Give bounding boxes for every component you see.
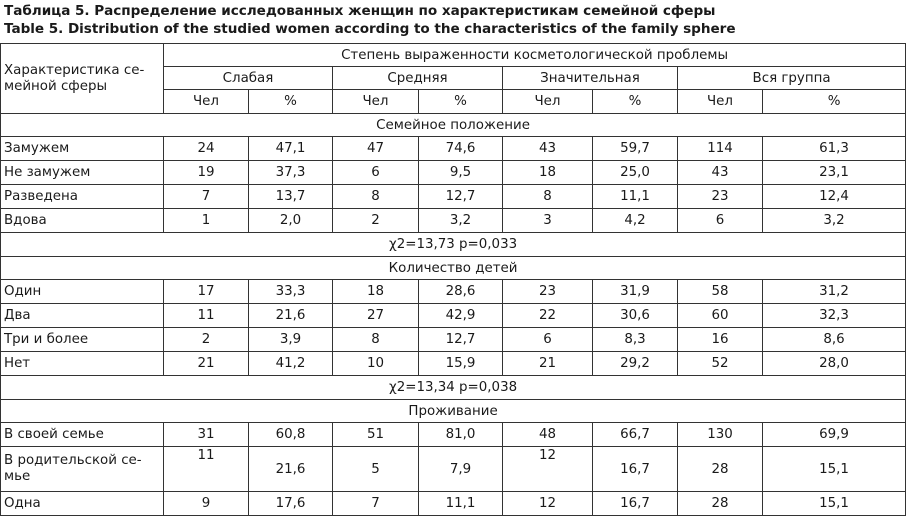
section-title: Проживание xyxy=(1,400,906,423)
table-row xyxy=(1,328,906,352)
group-header-all: Вся группа xyxy=(678,67,906,90)
row-label: Замужем xyxy=(1,137,164,161)
percent-cell: 12,7 xyxy=(419,328,503,352)
percent-cell: 81,0 xyxy=(419,423,503,447)
percent-cell: 16,7 xyxy=(593,447,678,492)
count-cell: 52 xyxy=(678,352,763,376)
percent-cell: 25,0 xyxy=(593,161,678,185)
percent-cell: 15,1 xyxy=(763,447,906,492)
percent-cell: 74,6 xyxy=(419,137,503,161)
count-cell: 114 xyxy=(678,137,763,161)
count-cell: 58 xyxy=(678,280,763,304)
count-cell: 24 xyxy=(164,137,249,161)
percent-header: % xyxy=(593,90,678,114)
count-cell: 27 xyxy=(333,304,419,328)
group-header-significant: Значительная xyxy=(503,67,678,90)
percent-cell: 12,7 xyxy=(419,185,503,209)
table-row xyxy=(1,447,906,492)
row-label: Одна xyxy=(1,492,164,516)
percent-cell: 21,6 xyxy=(249,304,333,328)
count-cell: 22 xyxy=(503,304,593,328)
count-cell: 11 xyxy=(164,304,249,328)
count-cell: 2 xyxy=(164,328,249,352)
percent-cell: 60,8 xyxy=(249,423,333,447)
percent-cell: 15,1 xyxy=(763,492,906,516)
percent-cell: 3,9 xyxy=(249,328,333,352)
percent-cell: 61,3 xyxy=(763,137,906,161)
count-cell: 130 xyxy=(678,423,763,447)
group-header-weak: Слабая xyxy=(164,67,333,90)
count-cell: 2 xyxy=(333,209,419,233)
count-cell: 43 xyxy=(678,161,763,185)
count-cell: 8 xyxy=(333,185,419,209)
percent-cell: 4,2 xyxy=(593,209,678,233)
row-label: В родительской семье xyxy=(1,447,164,492)
count-cell: 21 xyxy=(503,352,593,376)
table-row xyxy=(1,352,906,376)
count-cell: 9 xyxy=(164,492,249,516)
row-label: Два xyxy=(1,304,164,328)
percent-cell: 2,0 xyxy=(249,209,333,233)
section-title: Количество детей xyxy=(1,257,906,280)
count-cell: 12 xyxy=(503,447,593,492)
row-label: В своей семье xyxy=(1,423,164,447)
count-cell: 18 xyxy=(503,161,593,185)
count-cell: 16 xyxy=(678,328,763,352)
count-header: Чел xyxy=(333,90,419,114)
percent-cell: 31,9 xyxy=(593,280,678,304)
count-cell: 18 xyxy=(333,280,419,304)
row-label: Разведена xyxy=(1,185,164,209)
percent-cell: 3,2 xyxy=(419,209,503,233)
count-cell: 23 xyxy=(678,185,763,209)
count-cell: 8 xyxy=(503,185,593,209)
percent-cell: 37,3 xyxy=(249,161,333,185)
percent-cell: 59,7 xyxy=(593,137,678,161)
percent-header: % xyxy=(763,90,906,114)
table-row xyxy=(1,137,906,161)
severity-header: Степень выраженности косметологической проблемы xyxy=(164,44,906,67)
count-cell: 21 xyxy=(164,352,249,376)
count-cell: 10 xyxy=(333,352,419,376)
count-cell: 7 xyxy=(164,185,249,209)
percent-cell: 23,1 xyxy=(763,161,906,185)
percent-cell: 13,7 xyxy=(249,185,333,209)
count-header: Чел xyxy=(678,90,763,114)
count-header: Чел xyxy=(164,90,249,114)
percent-cell: 28,6 xyxy=(419,280,503,304)
count-cell: 11 xyxy=(164,447,249,492)
percent-cell: 17,6 xyxy=(249,492,333,516)
percent-cell: 31,2 xyxy=(763,280,906,304)
count-cell: 48 xyxy=(503,423,593,447)
table-row xyxy=(1,209,906,233)
table-row xyxy=(1,304,906,328)
percent-cell: 21,6 xyxy=(249,447,333,492)
table-row xyxy=(1,492,906,516)
count-cell: 31 xyxy=(164,423,249,447)
count-cell: 23 xyxy=(503,280,593,304)
percent-cell: 29,2 xyxy=(593,352,678,376)
chi-square-result: χ2=13,73 p=0,033 xyxy=(1,233,906,257)
percent-cell: 11,1 xyxy=(593,185,678,209)
percent-cell: 69,9 xyxy=(763,423,906,447)
percent-cell: 15,9 xyxy=(419,352,503,376)
table-row xyxy=(1,161,906,185)
percent-cell: 47,1 xyxy=(249,137,333,161)
percent-cell: 30,6 xyxy=(593,304,678,328)
count-cell: 12 xyxy=(503,492,593,516)
percent-cell: 9,5 xyxy=(419,161,503,185)
count-cell: 17 xyxy=(164,280,249,304)
percent-header: % xyxy=(249,90,333,114)
percent-cell: 12,4 xyxy=(763,185,906,209)
count-header: Чел xyxy=(503,90,593,114)
percent-cell: 3,2 xyxy=(763,209,906,233)
row-label: Один xyxy=(1,280,164,304)
percent-cell: 41,2 xyxy=(249,352,333,376)
table-title-en: Table 5. Distribution of the studied women according to the characteristics of the family sphere xyxy=(4,21,736,37)
feature-column-header: Характеристика семейной сферы xyxy=(1,44,164,114)
count-cell: 28 xyxy=(678,492,763,516)
count-cell: 6 xyxy=(678,209,763,233)
count-cell: 6 xyxy=(503,328,593,352)
percent-cell: 7,9 xyxy=(419,447,503,492)
count-cell: 5 xyxy=(333,447,419,492)
table-row xyxy=(1,185,906,209)
percent-cell: 66,7 xyxy=(593,423,678,447)
count-cell: 43 xyxy=(503,137,593,161)
count-cell: 7 xyxy=(333,492,419,516)
count-cell: 28 xyxy=(678,447,763,492)
percent-cell: 8,3 xyxy=(593,328,678,352)
percent-cell: 32,3 xyxy=(763,304,906,328)
percent-cell: 33,3 xyxy=(249,280,333,304)
percent-cell: 8,6 xyxy=(763,328,906,352)
row-label: Нет xyxy=(1,352,164,376)
row-label: Не замужем xyxy=(1,161,164,185)
percent-cell: 16,7 xyxy=(593,492,678,516)
count-cell: 6 xyxy=(333,161,419,185)
percent-header: % xyxy=(419,90,503,114)
percent-cell: 42,9 xyxy=(419,304,503,328)
section-title: Семейное положение xyxy=(1,114,906,137)
count-cell: 19 xyxy=(164,161,249,185)
family-sphere-table xyxy=(0,43,906,516)
chi-square-result: χ2=13,34 p=0,038 xyxy=(1,376,906,400)
count-cell: 47 xyxy=(333,137,419,161)
row-label: Три и более xyxy=(1,328,164,352)
table-row xyxy=(1,423,906,447)
table-title-ru: Таблица 5. Распределение исследованных женщин по характеристикам семейной сферы xyxy=(4,3,716,19)
count-cell: 60 xyxy=(678,304,763,328)
count-cell: 1 xyxy=(164,209,249,233)
count-cell: 3 xyxy=(503,209,593,233)
count-cell: 51 xyxy=(333,423,419,447)
percent-cell: 28,0 xyxy=(763,352,906,376)
count-cell: 8 xyxy=(333,328,419,352)
table-row xyxy=(1,280,906,304)
group-header-medium: Средняя xyxy=(333,67,503,90)
row-label: Вдова xyxy=(1,209,164,233)
percent-cell: 11,1 xyxy=(419,492,503,516)
